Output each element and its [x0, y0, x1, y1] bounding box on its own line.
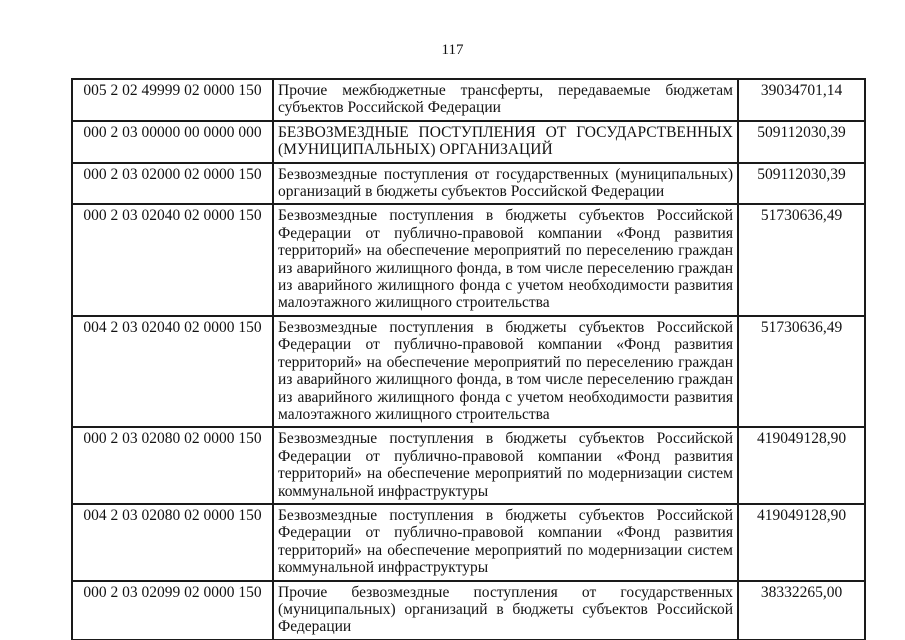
budget-code: 000 2 03 00000 00 0000 000 [72, 121, 273, 163]
table-row [72, 121, 865, 163]
budget-description: Прочие межбюджетные трансферты, передаваемые бюджетам субъектов Российской Федерации [273, 79, 738, 121]
budget-amount: 509112030,39 [738, 121, 865, 163]
table-row [72, 427, 865, 504]
budget-description: Безвозмездные поступления в бюджеты субъектов Российской Федерации от публично-правовой компании «Фонд развития территорий» на обеспечение мероприятий по переселению граждан из аварийного жилищного фонда, в том числе переселению граждан из аварийного жилищного фонда с учетом необходимости развития малоэтажного жилищного строительства [273, 316, 738, 427]
table-row [72, 204, 865, 315]
budget-code: 000 2 03 02080 02 0000 150 [72, 427, 273, 504]
budget-code: 004 2 03 02040 02 0000 150 [72, 316, 273, 427]
budget-amount: 51730636,49 [738, 204, 865, 315]
budget-amount: 509112030,39 [738, 163, 865, 205]
budget-description: Безвозмездные поступления в бюджеты субъектов Российской Федерации от публично-правовой компании «Фонд развития территорий» на обеспечение мероприятий по модернизации систем коммунальной инфраструктуры [273, 427, 738, 504]
budget-description: Безвозмездные поступления в бюджеты субъектов Российской Федерации от публично-правовой компании «Фонд развития территорий» на обеспечение мероприятий по переселению граждан из аварийного жилищного фонда, в том числе переселению граждан из аварийного жилищного фонда с учетом необходимости развития малоэтажного жилищного строительства [273, 204, 738, 315]
table-row [72, 504, 865, 581]
budget-amount: 419049128,90 [738, 504, 865, 581]
budget-description: Безвозмездные поступления от государственных (муниципальных) организаций в бюджеты субъектов Российской Федерации [273, 163, 738, 205]
table-row [72, 581, 865, 640]
budget-code: 000 2 03 02000 02 0000 150 [72, 163, 273, 205]
budget-code: 000 2 03 02099 02 0000 150 [72, 581, 273, 640]
table-row [72, 163, 865, 205]
budget-revenue-table [71, 78, 866, 640]
budget-description: Безвозмездные поступления в бюджеты субъектов Российской Федерации от публично-правовой компании «Фонд развития территорий» на обеспечение мероприятий по модернизации систем коммунальной инфраструктуры [273, 504, 738, 581]
budget-code: 005 2 02 49999 02 0000 150 [72, 79, 273, 121]
budget-description: БЕЗВОЗМЕЗДНЫЕ ПОСТУПЛЕНИЯ ОТ ГОСУДАРСТВЕННЫХ (МУНИЦИПАЛЬНЫХ) ОРГАНИЗАЦИЙ [273, 121, 738, 163]
budget-code: 004 2 03 02080 02 0000 150 [72, 504, 273, 581]
budget-description: Прочие безвозмездные поступления от государственных (муниципальных) организаций в бюджеты субъектов Российской Федерации [273, 581, 738, 640]
budget-amount: 419049128,90 [738, 427, 865, 504]
budget-amount: 38332265,00 [738, 581, 865, 640]
budget-code: 000 2 03 02040 02 0000 150 [72, 204, 273, 315]
table-row [72, 79, 865, 121]
table-row [72, 316, 865, 427]
budget-amount: 39034701,14 [738, 79, 865, 121]
page-number: 117 [441, 42, 464, 58]
budget-amount: 51730636,49 [738, 316, 865, 427]
